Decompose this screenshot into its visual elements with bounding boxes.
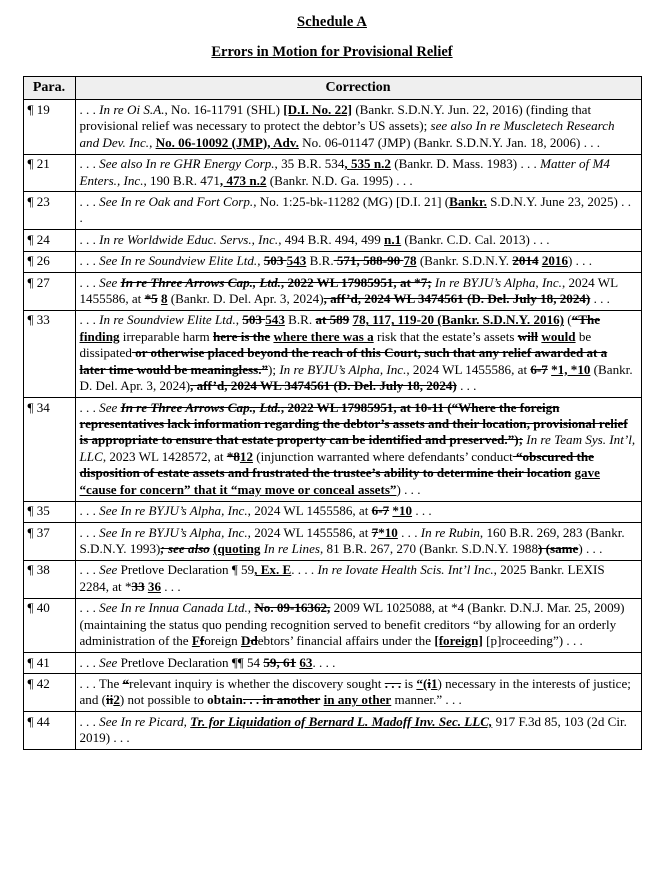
text-segment-text: ) . . . [578,540,603,556]
text-segment-text: In re Rubin [420,524,480,540]
correction-cell [75,712,641,750]
text-segment-text: . . . . [312,654,336,670]
text-segment-insertion: , 535 n.2 [344,156,391,172]
column-header-para: Para. [23,76,75,100]
para-number-cell: ¶ 38 [23,560,75,598]
text-segment-text: . . . . [291,562,318,578]
text-segment-text: . . . [79,274,100,290]
text-segment-text: (Bankr. D. Del. Apr. 3, 2024) [79,361,633,394]
para-number-cell: ¶ 42 [23,674,75,712]
text-segment-insertion: 63 [299,654,313,670]
text-segment-insertion: [foreign] [434,633,483,649]
text-segment-text: See In re Innua Canada Ltd. [99,600,248,616]
text-segment-deletion: 503 [242,312,266,328]
text-segment-deletion: , 2022 WL 17985951, at *7; [280,274,432,290]
text-segment-insertion: , 473 n.2 [219,172,267,188]
para-number-cell: ¶ 23 [23,192,75,230]
text-segment-text: relevant inquiry is whether the discovery sought [129,675,385,691]
text-segment-text: , 160 B.R. 269, 283 (Bankr. S.D.N.Y. 1993) [79,524,625,556]
text-segment-text: . . . [79,156,100,172]
table-row [23,251,641,272]
correction-cell [75,501,641,522]
text-segment-text: , 190 B.R. 471 [143,172,220,188]
para-number-cell: ¶ 41 [23,653,75,674]
text-segment-insertion: where there was a [273,328,374,344]
table-row [23,598,641,652]
text-segment-deletion: 7 [371,524,379,540]
text-segment-text: . . . [160,578,181,594]
para-number-cell: ¶ 35 [23,501,75,522]
text-segment-insertion: “ [416,675,423,691]
text-segment-text: In re Lines [263,540,320,556]
text-segment-text: (injunction warranted where defendants’ conduct [253,448,513,464]
text-segment-text: . . . [79,193,100,209]
text-segment-text: , [235,312,243,328]
correction-cell [75,100,641,154]
text-segment-deletion: , aff’d, 2024 WL 3474561 (D. Del. July 18, 2024) [323,291,591,307]
correction-cell [75,273,641,311]
text-segment-text: , 2024 WL 1455586, at [247,524,372,540]
text-segment-text: No. 06-01147 (JMP) (Bankr. S.D.N.Y. Jan. 18, 2006) . . . [298,134,601,150]
text-segment-text: 2009 WL 1025088, at *4 (Bankr. D.N.J. Mar. 25, 2009) (maintaining the status quo pending recognition served to benefit creditors “by allowing for an orderly administration of the [79,600,625,649]
text-segment-deletion: 6-7 [371,503,390,519]
text-segment-text: . . . [397,524,421,540]
text-segment-text: (Bankr. D. Mass. 1983) . . . [390,156,541,172]
para-number-cell: ¶ 19 [23,100,75,154]
text-segment-text: , [247,600,255,616]
text-segment-deletion: 571, 588-90 [333,253,404,269]
correction-cell [75,310,641,397]
text-segment-insertion: 78 [403,253,417,269]
text-segment-text: See [99,654,118,670]
text-segment-text: is [401,675,417,691]
text-segment-text: ) . . . [568,253,593,269]
text-segment-insertion: 543 [265,312,285,328]
text-segment-deletion: f [199,633,205,649]
text-segment-text: (Bankr. S.D.N.Y. Jun. 22, 2016) (finding that provisional relief was necessary to protect the debtor’s US assets); [79,101,592,134]
text-segment-text: irreparable harm [119,328,213,344]
text-segment-text: ebtors’ financial affairs under the [257,633,435,649]
text-segment-deletion: 6-7 [530,361,548,377]
text-segment-insertion: 2 [113,692,120,708]
text-segment-deletion: 59, 61 [263,654,297,670]
text-segment-text: In re BYJU’s Alpha, Inc. [279,361,407,377]
text-segment-text: , 2025 Bankr. LEXIS 2284, at * [79,562,605,594]
text-segment-text: Pretlove Declaration ¶¶ 54 [117,654,264,670]
correction-cell [75,523,641,561]
text-segment-text: S.D.N.Y. June 23, 2025) . . . [79,193,632,226]
para-number-cell: ¶ 24 [23,230,75,251]
text-segment-text: ) necessary in the interests of justice; and ( [79,675,631,708]
text-segment-text: . . . The [79,675,123,691]
text-segment-text: . . . [412,503,432,519]
errors-table [23,76,642,750]
text-segment-text: risk that the estate’s assets [373,328,518,344]
text-segment-deletion: will [517,328,539,344]
table-row [23,230,641,251]
text-segment-text: . . . [79,524,100,540]
text-segment-text: . . . [590,291,610,307]
table-header-row [23,76,641,100]
table-row [23,273,641,311]
text-segment-text: be dissipated [79,328,592,361]
text-segment-insertion: [D.I. No. 22] [283,101,353,117]
text-segment-text: , [257,253,264,269]
text-segment-text: obtain [207,692,243,708]
text-segment-text: , 81 B.R. 267, 270 (Bankr. S.D.N.Y. 1988 [319,540,538,556]
text-segment-insertion: 36 [147,578,161,594]
table-row [23,523,641,561]
text-segment-text: [p]roceeding”) . . . [482,633,583,649]
text-segment-text: . . . [79,654,100,670]
correction-cell [75,598,641,652]
text-segment-insertion: 12 [239,448,254,464]
text-segment-deletion: 503 [263,253,287,269]
table-header [23,76,641,100]
text-segment-text: See In re BYJU’s Alpha, Inc. [99,524,248,540]
text-segment-insertion: Tr. for Liquidation of Bernard L. Madoff Inv. Sec. LLC, [190,713,493,729]
text-segment-text: In re BYJU’s Alpha, Inc. [434,274,562,290]
page-subtitle: Errors in Motion for Provisional Relief [211,44,453,61]
text-segment-text: See In re Soundview Elite Ltd. [99,253,258,269]
text-segment-text: In re Team Sys. Int’l, LLC [79,432,636,464]
para-number-cell: ¶ 21 [23,154,75,192]
text-segment-text: In re Oi S.A. [99,101,165,117]
table-row [23,192,641,230]
text-segment-insertion: ( [422,675,428,691]
text-segment-text: (Bankr. S.D.N.Y. [416,253,513,269]
text-segment-deletion: or otherwise placed beyond the reach of this Court, such that any relief awarded at a later time would be meaningless.” [79,345,608,377]
text-segment-insertion: gave “cause for concern” that it “may move or conceal assets” [79,465,600,497]
text-segment-text: Matter of M4 Enters., Inc. [79,156,610,188]
text-segment-deletion: ; see also [160,540,210,556]
text-segment-deletion: In re Three Arrows Cap., Ltd. [120,274,281,290]
text-segment-text: . . . [79,101,100,117]
text-segment-text: In re Worldwide Educ. Servs., Inc. [99,231,279,247]
table-row [23,560,641,598]
para-number-cell: ¶ 26 [23,251,75,272]
text-segment-insertion: *10 [392,503,413,519]
text-segment-insertion: F [191,633,200,649]
text-segment-insertion: No. 06-10092 (JMP), Adv. [155,134,299,150]
text-segment-text: B.R. [306,253,334,269]
text-segment-deletion: . . . in another [242,692,321,708]
text-segment-text: , 2023 WL 1428572, at [102,448,227,464]
column-header-correction: Correction [75,76,641,100]
text-segment-deletion: “The [571,312,601,328]
text-segment-insertion: , Ex. E [254,562,292,578]
text-segment-text: In re Iovate Health Scis. Int’l Inc. [317,562,494,578]
text-segment-text: See [99,274,121,290]
text-segment-insertion: 2016 [541,253,568,269]
text-segment-text: (Bankr. C.D. Cal. 2013) . . . [401,231,550,247]
table-row [23,674,641,712]
text-segment-text: (Bankr. N.D. Ga. 1995) . . . [266,172,413,188]
text-segment-text: manner.” . . . [391,692,462,708]
text-segment-deletion: d [250,633,258,649]
text-segment-deletion: . . . [384,675,402,691]
correction-cell [75,192,641,230]
text-segment-text: (Bankr. D. Del. Apr. 3, 2024) [167,291,324,307]
para-number-cell: ¶ 37 [23,523,75,561]
text-segment-deletion: i [427,675,431,691]
correction-cell [75,230,641,251]
text-segment-text: See also In re GHR Energy Corp. [99,156,275,172]
text-segment-insertion: *10 [378,524,398,540]
table-row [23,712,641,750]
table-row [23,310,641,397]
para-number-cell: ¶ 44 [23,712,75,750]
text-segment-text: . . . [456,378,477,394]
text-segment-deletion: *5 [144,291,158,307]
text-segment-text: Pretlove Declaration ¶ 59 [117,562,255,578]
title-block [0,0,664,62]
text-segment-insertion: in any other [323,692,392,708]
text-segment-deletion: , aff’d, 2024 WL 3474561 (D. Del. July 18, 2024) [190,378,457,394]
text-segment-text: ( [564,312,572,328]
text-segment-text: . . . [79,503,100,519]
text-segment-deletion: “obscured the disposition of estate assets and frustrated the trustee’s ability to determine their location [79,448,594,481]
table-row [23,653,641,674]
text-segment-insertion: 1 [430,675,438,691]
text-segment-insertion: finding [79,328,120,344]
text-segment-text: , 35 B.R. 534 [274,156,345,172]
text-segment-text: , 2024 WL 1455586, at [406,361,531,377]
text-segment-text: , No. 16-11791 (SHL) [164,101,284,117]
text-segment-text: 917 F.3d 85, 103 (2d Cir. 2019) . . . [79,713,627,746]
text-segment-insertion: 543 [286,253,307,269]
text-segment-text: , 2024 WL 1455586, at [79,274,618,307]
correction-cell [75,154,641,192]
text-segment-deletion: *8 [226,448,240,464]
text-segment-text: . . . [79,312,100,328]
correction-cell [75,251,641,272]
text-segment-insertion: *1, *10 [551,361,591,377]
table-row [23,501,641,522]
text-segment-text: . . . [79,399,100,415]
text-segment-text: , No. 1:25-bk-11282 (MG) [D.I. 21] ( [253,193,450,209]
text-segment-deletion: “ [122,675,130,691]
text-segment-text: ); [268,361,280,377]
text-segment-text: In re Soundview Elite Ltd. [99,312,236,328]
text-segment-text: See In re Picard, [99,713,191,729]
text-segment-deletion: here is the [212,328,271,344]
correction-cell [75,560,641,598]
text-segment-text: oreign [204,633,241,649]
text-segment-deletion: 2014 [512,253,539,269]
table-row [23,100,641,154]
text-segment-insertion: D [240,633,251,649]
text-segment-text: See In re Oak and Fort Corp. [99,193,254,209]
para-number-cell: ¶ 34 [23,398,75,502]
text-segment-insertion: would [541,328,576,344]
text-segment-deletion: In re Three Arrows Cap., Ltd. [120,399,281,415]
table-row [23,154,641,192]
text-segment-deletion: No. 09-16362, [254,600,331,616]
text-segment-insertion: 78, 117, 119-20 (Bankr. S.D.N.Y. 2016) [352,312,565,328]
text-segment-text: See [99,562,118,578]
text-segment-text: . . . [79,600,100,616]
text-segment-text: see also In re Muscletech Research and Dev. Inc. [79,118,615,150]
text-segment-text: See [99,399,121,415]
correction-cell [75,653,641,674]
text-segment-deletion: at 589 [315,312,350,328]
text-segment-text: See In re BYJU’s Alpha, Inc. [99,503,248,519]
correction-cell [75,398,641,502]
table-row [23,398,641,502]
para-number-cell: ¶ 33 [23,310,75,397]
table-body [23,100,641,750]
text-segment-insertion: (quoting [213,540,261,556]
text-segment-text: , 2024 WL 1455586, at [247,503,372,519]
text-segment-text: , 494 B.R. 494, 499 [278,231,385,247]
text-segment-text: B.R. [284,312,316,328]
page-title: Schedule A [297,14,367,30]
text-segment-deletion: 33 [131,578,145,594]
text-segment-text: , [149,134,156,150]
text-segment-text: . . . [79,713,100,729]
text-segment-text: . . . [79,253,100,269]
text-segment-insertion: n.1 [384,231,402,247]
text-segment-insertion: 8 [160,291,168,307]
text-segment-text: . . . [79,231,100,247]
text-segment-deletion: , 2022 WL 17985951, at 10-11 (“Where the foreign representatives lack information regarding the debtor’s assets and their location, provisional relief is appropriate to ensure that estate property can be identified and preserved.”); [79,399,628,448]
text-segment-text: ) not possible to [119,692,208,708]
para-number-cell: ¶ 27 [23,273,75,311]
para-number-cell: ¶ 40 [23,598,75,652]
text-segment-deletion: ) (same [538,540,579,556]
text-segment-deletion: ii [106,692,114,708]
text-segment-insertion: Bankr. [449,193,487,209]
text-segment-text: ) . . . [396,481,421,497]
correction-cell [75,674,641,712]
text-segment-text: . . . [79,562,100,578]
